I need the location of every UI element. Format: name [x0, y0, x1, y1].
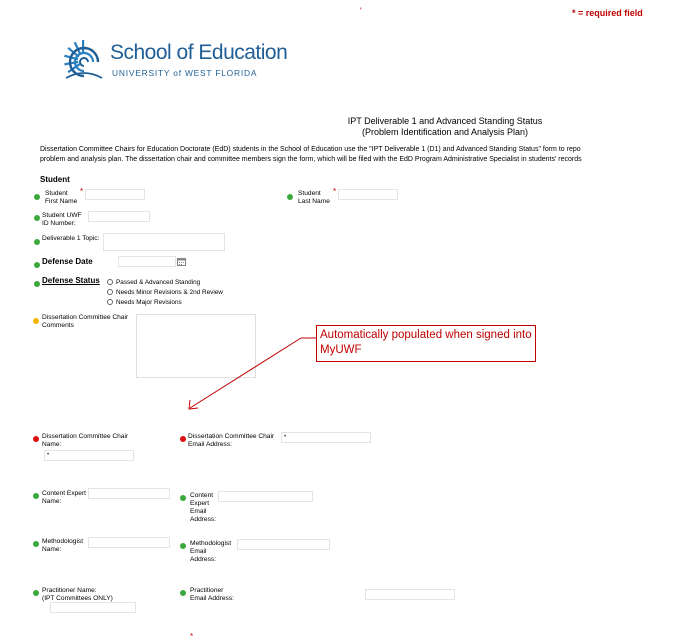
student-id-input[interactable]: [88, 211, 150, 222]
status-dot: [34, 239, 40, 245]
status-dot: [287, 194, 293, 200]
content-expert-name-input[interactable]: [88, 488, 170, 499]
student-first-name-label: Student First Name: [45, 190, 78, 205]
required-field-note: * = required field: [572, 8, 643, 18]
status-dot: [33, 590, 39, 596]
methodologist-email-input[interactable]: [237, 539, 330, 550]
title-line-1: IPT Deliverable 1 and Advanced Standing Status: [347, 116, 543, 126]
calendar-icon[interactable]: [177, 257, 186, 266]
uwf-logo-icon: [62, 38, 106, 82]
radio-label: Passed & Advanced Standing: [116, 278, 201, 286]
student-section-heading: Student: [40, 175, 70, 184]
status-dot: [33, 318, 39, 324]
radio-button[interactable]: [107, 299, 113, 305]
deliverable-topic-label: Deliverable 1 Topic:: [42, 235, 100, 242]
radio-label: Needs Major Revisions: [116, 298, 182, 306]
title-line-2: (Problem Identification and Analysis Plan): [361, 127, 529, 137]
stray-mark: ': [360, 6, 362, 16]
intro-line-1: Dissertation Committee Chairs for Education Doctorate (EdD) students in the School of Education use the "IPT Deliverable 1 (D1) and Advanced Standing Status" form to repo: [40, 146, 581, 153]
deliverable-topic-input[interactable]: [103, 233, 225, 251]
defense-date-input[interactable]: [118, 256, 176, 267]
chair-email-label: Dissertation Committee Chair Email Address:: [188, 433, 275, 448]
chair-comments-label: Dissertation Committee Chair Comments: [42, 314, 129, 329]
required-mark: *: [190, 632, 194, 641]
logo-title: School of Education: [110, 41, 288, 64]
defense-status-label: Defense Status: [42, 276, 100, 285]
chair-name-input[interactable]: •: [44, 450, 134, 461]
status-dot: [33, 493, 39, 499]
intro-line-2: problem and analysis plan. The dissertation chair and committee members sign the form, which will be filed with the EdD Program Administrative Specialist in students' records: [40, 156, 582, 163]
practitioner-name-input[interactable]: [50, 602, 136, 613]
practitioner-email-label: Practitioner Email Address:: [190, 587, 234, 602]
practitioner-email-input[interactable]: [365, 589, 455, 600]
status-dot: [180, 543, 186, 549]
status-dot: [180, 495, 186, 501]
intro-paragraph: [40, 145, 658, 165]
radio-option-passed[interactable]: [107, 277, 223, 287]
logo-subtitle: UNIVERSITY of WEST FLORIDA: [112, 68, 258, 78]
content-expert-email-label: Content Expert Email Address:: [190, 492, 217, 523]
methodologist-name-label: Methodologist Name:: [42, 538, 84, 553]
required-mark: *: [80, 187, 84, 196]
student-id-label: Student UWF ID Number:: [42, 212, 82, 227]
radio-option-major-revisions[interactable]: [107, 297, 223, 307]
chair-email-input[interactable]: •: [281, 432, 371, 443]
radio-option-minor-revisions[interactable]: [107, 287, 223, 297]
status-dot: [34, 262, 40, 268]
required-mark: *: [333, 187, 337, 196]
radio-button[interactable]: [107, 289, 113, 295]
student-last-name-input[interactable]: [338, 189, 398, 200]
methodologist-name-input[interactable]: [88, 537, 170, 548]
defense-status-radio-group: [107, 277, 223, 307]
content-expert-name-label: Content Expert Name:: [42, 490, 86, 505]
content-expert-email-input[interactable]: [218, 491, 313, 502]
status-dot: [180, 436, 186, 442]
document-title: [340, 116, 550, 138]
status-dot: [180, 590, 186, 596]
radio-button[interactable]: [107, 279, 113, 285]
practitioner-name-label: Practitioner Name: (IPT Committees ONLY): [42, 587, 113, 602]
defense-date-label: Defense Date: [42, 257, 93, 266]
student-first-name-input[interactable]: [85, 189, 145, 200]
callout-arrow-icon: [185, 336, 319, 412]
status-dot: [33, 436, 39, 442]
methodologist-email-label: Methodologist Email Address:: [190, 540, 232, 563]
student-last-name-label: Student Last Name: [298, 190, 330, 205]
autopopulate-callout: Automatically populated when signed into MyUWF: [316, 325, 536, 362]
status-dot: [34, 194, 40, 200]
status-dot: [34, 281, 40, 287]
status-dot: [34, 215, 40, 221]
radio-label: Needs Minor Revisions & 2nd Review: [116, 288, 223, 296]
status-dot: [33, 541, 39, 547]
chair-name-label: Dissertation Committee Chair Name:: [42, 433, 129, 448]
